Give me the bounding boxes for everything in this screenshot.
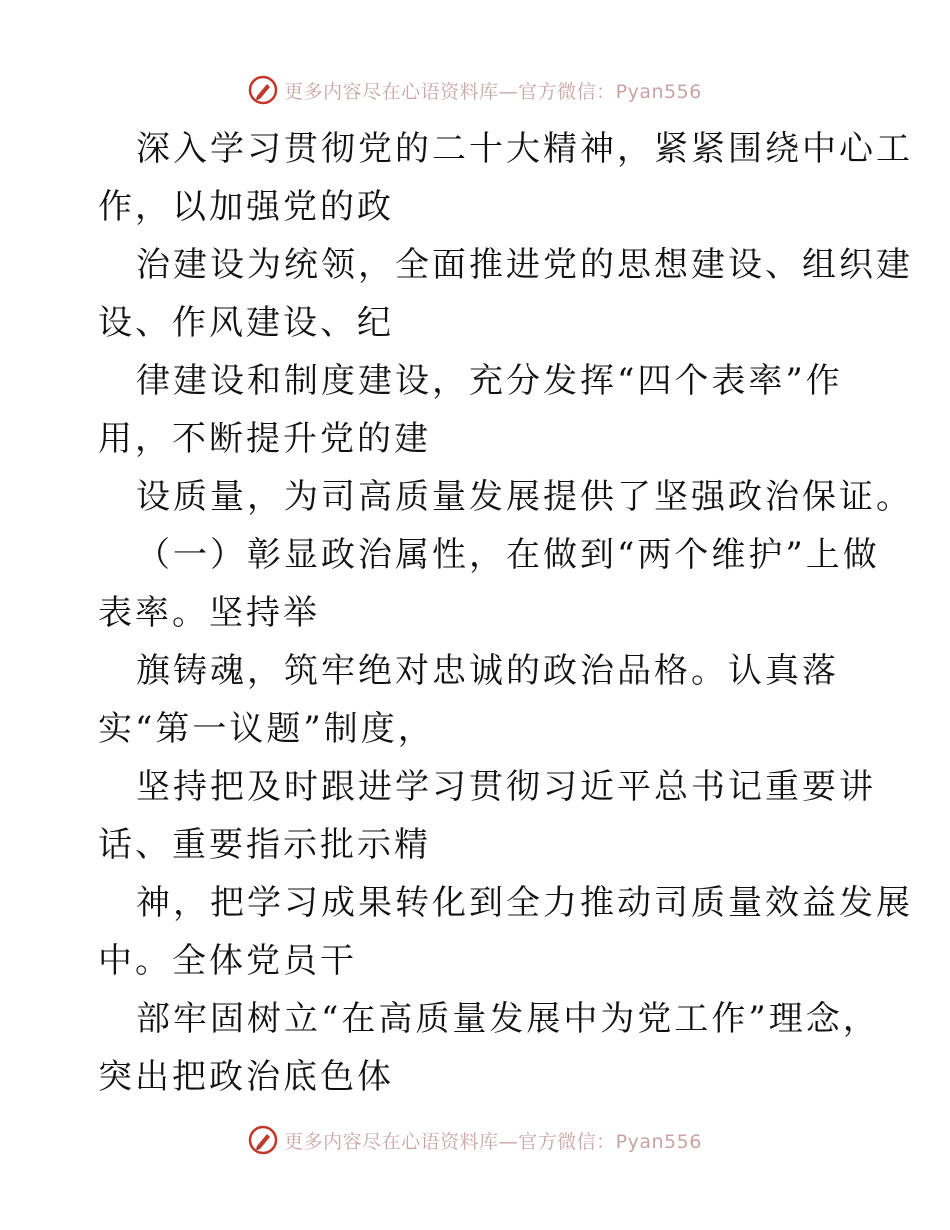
watermark-text: 更多内容尽在心语资料库—官方微信：Pyan556 [284,80,702,103]
text-line: 实“第一议题”制度， [98,709,435,749]
text-line: 设质量，为司高质量发展提供了坚强政治保证。 [136,477,913,517]
text-line: 中。全体党员干 [98,941,357,981]
header-watermark [0,70,950,110]
text-line: 深入学习贯彻党的二十大精神，紧紧围绕中心工 [136,129,913,169]
watermark-text: 更多内容尽在心语资料库—官方微信：Pyan556 [284,1130,702,1153]
text-line: 话、重要指示批示精 [98,825,431,865]
text-line: 治建设为统领，全面推进党的思想建设、组织建 [136,245,913,285]
text-line: 突出把政治底色体 [98,1057,394,1097]
text-line: （一）彰显政治属性，在做到“两个维护”上做 [136,535,880,575]
text-line: 律建设和制度建设，充分发挥“四个表率”作 [136,361,843,401]
text-line: 旗铸魂，筑牢绝对忠诚的政治品格。认真落 [136,651,839,691]
text-line: 坚持把及时跟进学习贯彻习近平总书记重要讲 [136,767,876,807]
text-line: 设、作风建设、纪 [98,303,394,343]
text-line: 神，把学习成果转化到全力推动司质量效益发展 [136,883,913,923]
footer-watermark [0,1120,950,1160]
text-line: 作，以加强党的政 [98,187,394,227]
text-line: 用，不断提升党的建 [98,419,431,459]
document-body [98,120,913,1106]
pen-logo-icon [248,1125,278,1155]
text-line: 部牢固树立“在高质量发展中为党工作”理念， [136,999,880,1039]
pen-logo-icon [248,75,278,105]
text-line: 表率。坚持举 [98,593,320,633]
